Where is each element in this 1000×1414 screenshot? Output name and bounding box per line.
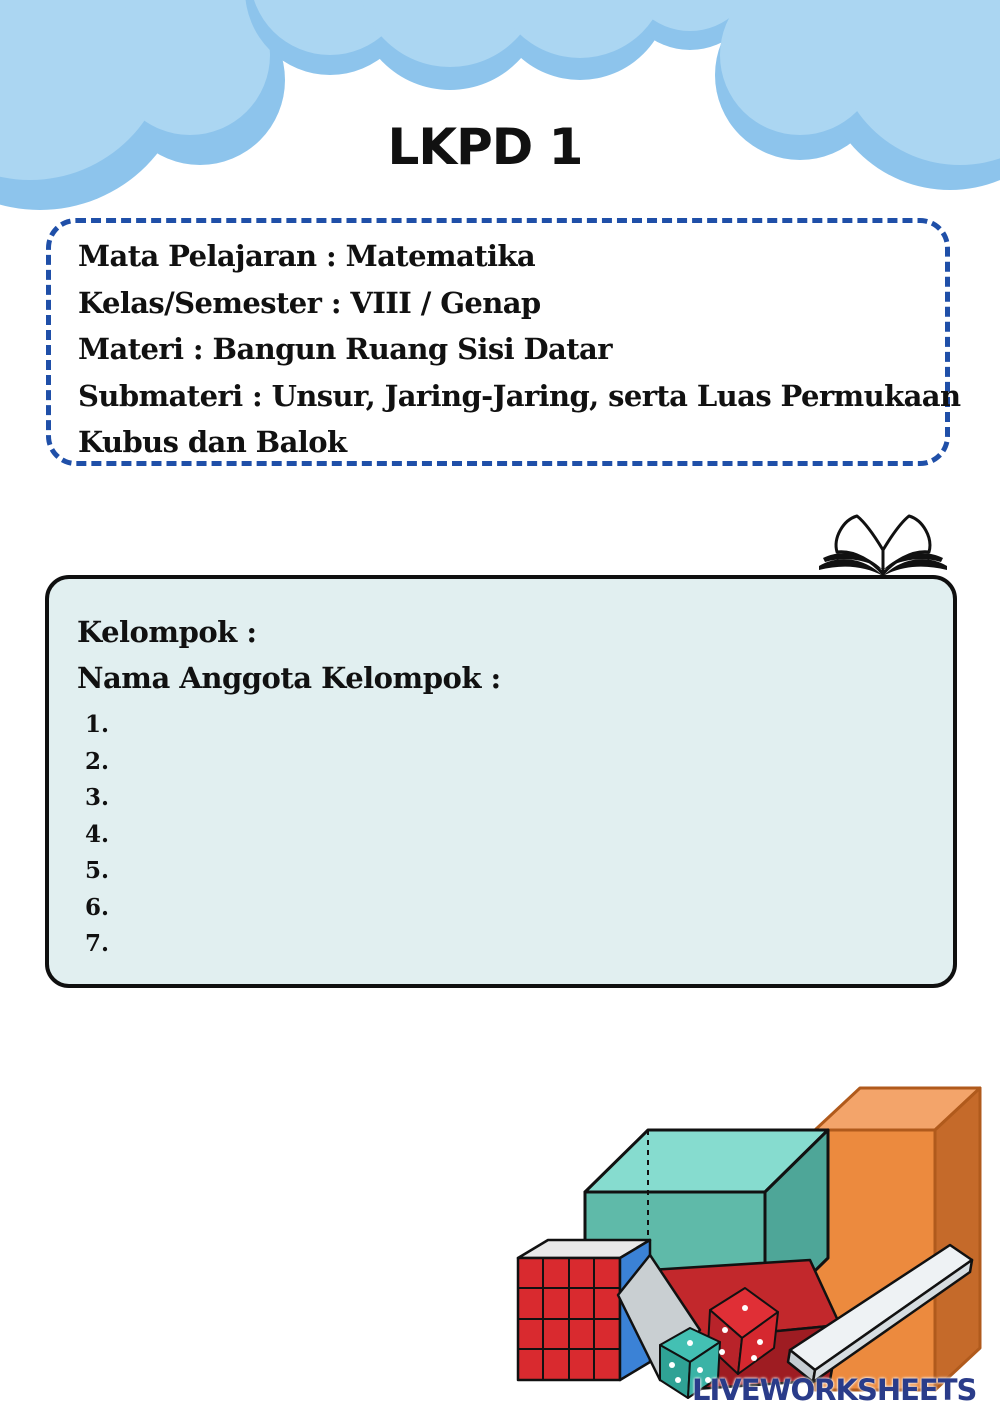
member-list [77, 707, 953, 963]
class-semester-line: Kelas/Semester : VIII / Genap [78, 285, 541, 320]
open-book-icon [815, 510, 951, 580]
members-label: Nama Anggota Kelompok : [77, 661, 501, 695]
lesson-info-box [46, 218, 961, 466]
list-item: 4. [85, 820, 110, 848]
list-item: 3. [85, 784, 110, 811]
cloud-icon [0, 0, 1000, 210]
list-item: 7. [85, 930, 110, 957]
liveworksheets-watermark: LIVEWORKSHEETS [692, 1373, 977, 1407]
geometric-solids-illustration [510, 1080, 1000, 1414]
list-item: 1. [85, 711, 110, 738]
list-item: 5. [85, 857, 110, 884]
topic-line: Materi : Bangun Ruang Sisi Datar [78, 332, 612, 366]
list-item: 6. [85, 893, 110, 921]
group-panel [45, 575, 957, 988]
page-title: LKPD 1 [387, 118, 583, 176]
subtopic-line: Submateri : Unsur, Jaring-Jaring, serta Luas Permukaan [78, 378, 961, 413]
subtopic-line-continued: Kubus dan Balok [78, 425, 347, 459]
list-item: 2. [85, 747, 110, 775]
group-label: Kelompok : [77, 615, 257, 649]
subject-line: Mata Pelajaran : Matematika [78, 239, 536, 273]
cloud-header-decoration [0, 0, 1000, 220]
